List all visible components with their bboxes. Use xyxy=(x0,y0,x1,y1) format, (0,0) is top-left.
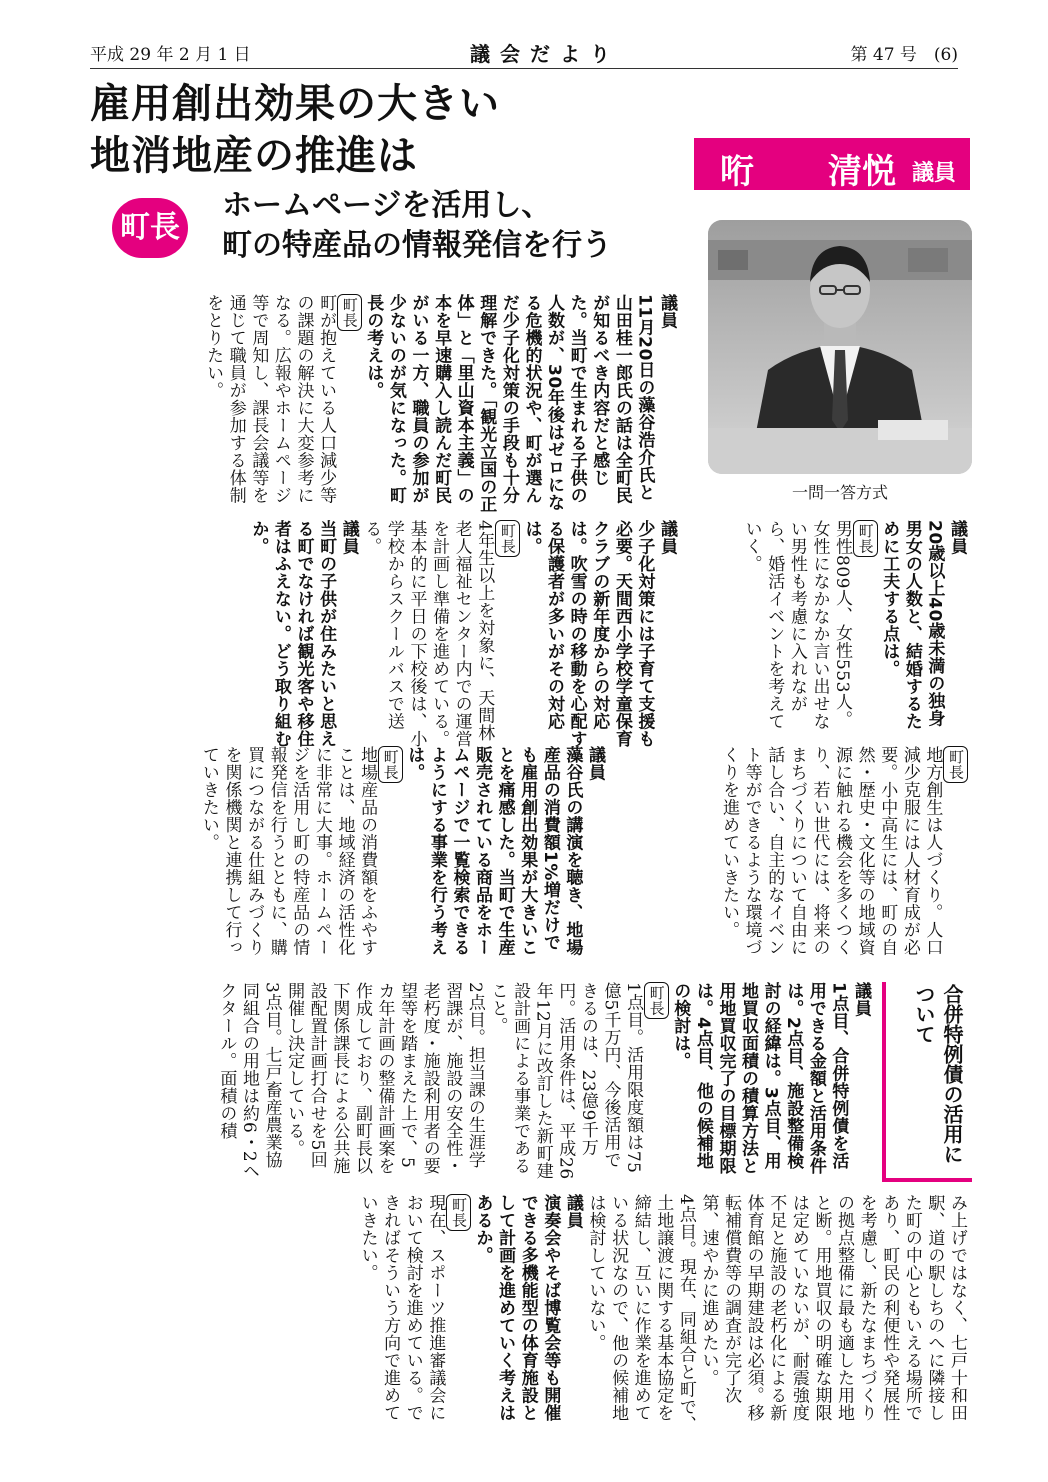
member-photo xyxy=(708,220,972,474)
answer-continued: み上げではなく、七戸十和田駅、道の駅しちのへに隣接した町の中心ともいえる場所であり、町民の利便性や発展性を考慮し、新たなまちづくりの拠点整備に最も適した用地と断。用地買収の明確な期限は定めていないが、耐震強度不足と施設の老朽化による新体育館の早期建設は必須。移転補償費等の調査が完了次第、速やかに進めたい。 xyxy=(698,1194,967,1422)
answer-headline xyxy=(222,186,612,266)
mayor-tag: 町長 xyxy=(378,746,403,783)
answer-text: 地方創生は人づくり。人口減少克服には人材育成が必要。小中高生には、町の自然・歴史・文化等の地域資源に触れる機会を多くつくり、若い世代には、将来のまちづくりについて自由に話し合い、自主的なイベント等ができるような環境づくりを進めていきたい。 xyxy=(719,746,943,956)
member-name-box xyxy=(694,138,970,190)
qa-block-3 xyxy=(686,520,968,730)
mayor-tag: 町長 xyxy=(644,982,669,1019)
qa-block-2 xyxy=(90,520,678,748)
qa-block-7 xyxy=(90,1194,968,1434)
mayor-tag: 町長 xyxy=(853,520,878,557)
label-member: 議員 xyxy=(657,294,677,329)
mayor-tag: 町長 xyxy=(495,520,520,557)
label-member: 議員 xyxy=(947,520,967,555)
issue-date: 平成 29 年 2 月 1 日 xyxy=(90,45,251,65)
question-text: 少子化対策には子育て支援も必要。天間西小学校学童保育クラブの新年度からの対応は。吹雪の時の移動を心配する保護者が多いがその対応は。 xyxy=(521,520,655,748)
question-text: 演奏会やそば博覧会等も開催できる多機能型の体育施設として計画を進めていく考えはあるか。 xyxy=(472,1194,561,1422)
answer-label xyxy=(446,1194,471,1434)
qa-block-5 xyxy=(90,746,606,962)
main-headline xyxy=(90,78,500,182)
label-member: 議員 xyxy=(657,520,677,555)
mayor-badge: 町長 xyxy=(112,198,188,258)
answer-headline-line-2: 町の特産品の情報発信を行う xyxy=(222,228,612,263)
question-text: 当町の子供が住みたいと思える町でなければ観光客や移住者はふえない。どう取り組むか。 xyxy=(248,520,337,748)
publication-title: 議会だより xyxy=(470,42,620,66)
answer-point-4: 4点目。現在、同組合と町で、土地譲渡に関する基本協定を締結し、互いに作業を進めている状況なので、他の候補地は検討していない。 xyxy=(585,1194,696,1433)
section-title-box xyxy=(882,982,972,1182)
label-member: 議員 xyxy=(562,1194,583,1229)
issue-number: 第 47 号 (6) xyxy=(850,45,958,65)
photo-caption: 一問一答方式 xyxy=(791,483,888,502)
answer-point-2: 2点目。担当課の生涯学習課が、施設の安全性・老朽度・施設利用者の要望等を踏まえた上で、5カ年計画の整備計画案を作成しており、副町長以下関係課長による公共施設配置計画打合せを5回開催し決定している。 xyxy=(284,982,485,1175)
question-text: 11月20日の藻谷浩介氏と山田桂一郎氏の話は全町民が知るべき内容だと感じた。当町で生まれる子供の人数が、30年後はゼロになる危機的状況や、町が選んだ少子化対策の手段も十分理解できた。「観光立国の正体」と「里山資本主義」の本を早速購入し読んだ町民がいる一方、職員の参加が少ないのが気になった。町長の考えは。 xyxy=(363,294,655,513)
qa-block-6 xyxy=(90,982,872,1182)
answer-text: 地場産品の消費額をふやすことは、地域経済の活性化に非常に大事。ホームページを活用し町の特産品の情報発信を行うとともに、購買につながる仕組みづくりを関係機関と連携して行っていきたい。 xyxy=(198,746,378,956)
label-member: 議員 xyxy=(338,520,359,555)
section-title: 合併特例債の活用について xyxy=(912,984,964,1164)
answer-block-4 xyxy=(610,746,968,962)
answer-text: 男性809人、女性553人。女性になかなか言い出せない男性も考慮に入れながら、婚活イベントを考えていく。 xyxy=(741,520,853,730)
answer-label xyxy=(378,746,403,962)
answer-point-3: 3点目。七戸畜産農業協同組合の用地は約6・2ヘクタール。面積の積 xyxy=(216,982,282,1180)
member-surname: 哘 xyxy=(720,152,754,192)
answer-label xyxy=(853,520,878,730)
speaker-photo-illustration xyxy=(708,220,972,474)
question-text: 1点目、合併特例債を活用できる金額と活用条件は。2点目、施設整備検討の経緯は。3点目、用地買収面積の積算方法と用地買収完了の目標期限は。4点目、他の候補地の検討は。 xyxy=(670,982,849,1175)
question-text: 20歳以上40歳未満の独身男女の人数と、結婚するために工夫する点は。 xyxy=(879,520,945,730)
answer-text: 現在、スポーツ推進審議会において検討を進めている。できればそういう方向で進めていきたい。 xyxy=(357,1194,446,1422)
answer-text: 町が抱えている人口減少等の課題の解決に大変参考になる。広報やホームページ等で周知し、課長会議等を通じて職員が参加する体制をとりたい。 xyxy=(203,294,337,504)
answer-label xyxy=(337,294,362,516)
label-member: 議員 xyxy=(585,746,605,781)
answer-point-1: 1点目。活用限度額は75億5千万円、今後活用できるのは、23億9千万円。活用条件は、平成26年12月に改訂した新町建設計画による事業であること。 xyxy=(487,982,644,1180)
page-header xyxy=(90,38,958,69)
headline-line-2: 地消地産の推進は xyxy=(90,132,418,179)
label-member: 議員 xyxy=(851,982,871,1017)
member-given-name: 清悦 xyxy=(828,152,896,192)
answer-headline-line-1: ホームページを活用し、 xyxy=(222,188,552,223)
headline-line-1: 雇用創出効果の大きい xyxy=(90,80,500,127)
member-title: 議員 xyxy=(912,161,957,186)
mayor-tag: 町長 xyxy=(446,1194,471,1231)
answer-label xyxy=(644,982,669,1182)
mayor-tag: 町長 xyxy=(943,746,968,783)
mayor-tag: 町長 xyxy=(337,294,362,331)
answer-label xyxy=(943,746,968,962)
question-text: 藻谷氏の講演を聴き、地場産品の消費額1%増だけでも雇用創出効果が大きいことを痛感した。当町で生産販売されている商品をホームページで一覧検索できるようにする事業を行う考えは。 xyxy=(404,746,583,956)
qa-block-1 xyxy=(90,294,678,516)
answer-label xyxy=(495,520,520,748)
answer-text: 4年生以上を対象に、天間林老人福祉センター内での運営を計画し準備を進めている。基本的に平日の下校後は、小学校からスクールバスで送る。 xyxy=(361,520,495,748)
